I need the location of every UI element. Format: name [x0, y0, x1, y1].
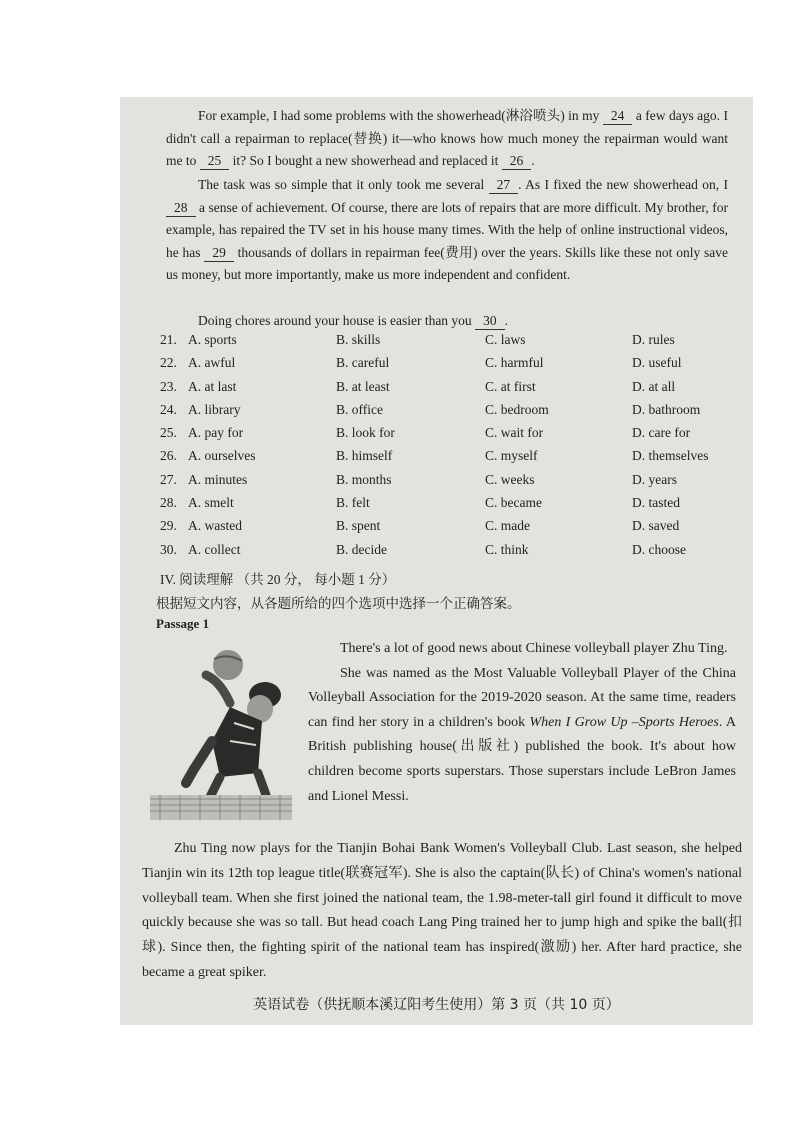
passage-body: Zhu Ting now plays for the Tianjin Bohai Bank Women's Volleyball Club. Last season, she helped Tianjin win its 12th top league title(联赛冠军). She is also the captain(队长) of China's women's national volleyball team. When she first joined the national team, the 1.98-meter-tall girl found it difficult to move quickly because she was so tall. But head coach Lang Ping trained her to jump high and spike the ball(扣球). Since then, the fighting spirit of the national team has inspired(激励) her. After hard practice, she became a great spiker.: [142, 841, 742, 980]
page-footer: 英语试卷（供抚顺本溪辽阳考生使用）第 3 页（共 10 页）: [253, 997, 620, 1013]
cloze-options: [160, 332, 740, 565]
cloze-paragraph-2: The task was so simple that it only took me several 27 . As I fixed the new showerhead on, I 28 a sense of achievement. Of course, there are lots of repairs that are more difficult. My brother, for example, has repaired the TV set in his house many times. With the help of online instructional videos, he has 29 thousands of dollars in repairman fee(费用) over the years. Skills like these not only save us money, but more importantly, make us more independent and confident.: [166, 177, 729, 282]
cloze-paragraph-1: For example, I had some problems with the showerhead(淋浴喷头) in my 24 a few days ago. I didn't call a repairman to replace(替换) it—who knows how much money the repairman would want me to 25 it? So I bought a new showerhead and replaced it 26 .: [166, 108, 729, 168]
section-instruction: 根据短文内容，从各题所给的四个选项中选择一个正确答案。: [156, 596, 521, 611]
option-row: 30. A. collect B. decide C. think D. choose: [160, 541, 686, 557]
option-row: 26. A. ourselves B. himself C. myself D. themselves: [160, 448, 709, 464]
blank-25: 25: [200, 153, 230, 170]
volleyball-player-photo: [150, 645, 292, 820]
option-row: 22. A. awful B. careful C. harmful D. useful: [160, 355, 682, 371]
blank-26: 26: [502, 153, 532, 170]
blank-28: 28: [166, 200, 196, 217]
option-row: 24. A. library B. office C. bedroom D. bathroom: [160, 401, 701, 417]
cloze-paragraph-3: Doing chores around your house is easier than you 30 .: [198, 313, 508, 328]
blank-24: 24: [603, 108, 633, 125]
option-row: 25. A. pay for B. look for C. wait for D. care for: [160, 425, 691, 441]
blank-29: 29: [204, 245, 234, 262]
exam-page: [120, 97, 753, 1025]
passage-title: Passage 1: [156, 616, 210, 631]
option-row: 27. A. minutes B. months C. weeks D. years: [160, 471, 677, 487]
option-row: 29. A. wasted B. spent C. made D. saved: [160, 518, 680, 534]
blank-30: 30: [475, 313, 505, 330]
passage-intro: There's a lot of good news about Chinese volleyball player Zhu Ting. She was named as the Most Valuable Volleyball Player of the China Volleyball Association for the 2019-2020 season. At the same time, readers can find her story in a children's book When I Grow Up –Sports Heroes. A British publishing house(出版社) published the book. It's about how children become sports superstars. Those superstars include LeBron James and Lionel Messi.: [308, 641, 736, 804]
option-row: 21. A. sports B. skills C. laws D. rules: [160, 332, 675, 347]
option-row: 28. A. smelt B. felt C. became D. tasted: [160, 495, 680, 511]
blank-27: 27: [489, 177, 519, 194]
section-heading: IV. 阅读理解 （共 20 分， 每小题 1 分）: [160, 572, 396, 587]
book-title: When I Grow Up –Sports Heroes: [529, 714, 719, 730]
option-row: 23. A. at last B. at least C. at first D. at all: [160, 378, 676, 394]
